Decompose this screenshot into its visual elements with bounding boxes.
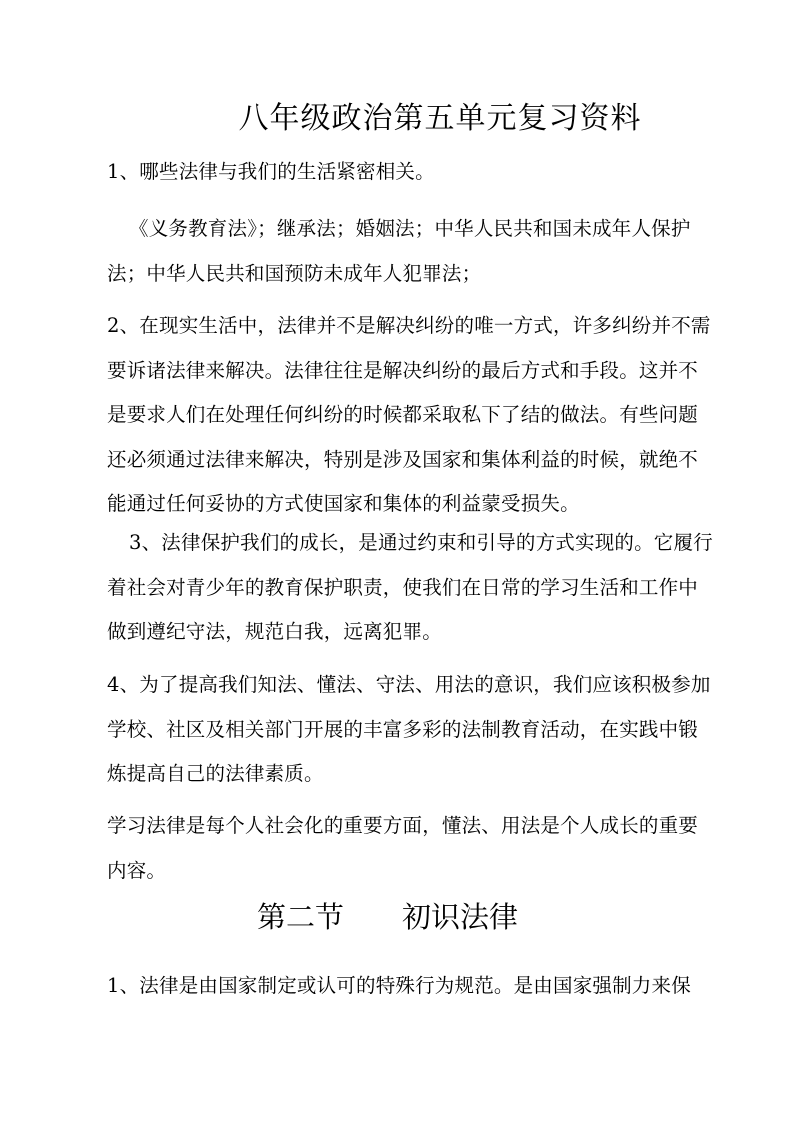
point-2-dispute-resolution: 2、在现实生活中，法律并不是解决纠纷的唯一方式，许多纠纷并不需要诉诸法律来解决。法律往往是解决纠纷的最后方式和手段。这并不是要求人们在处理任何纠纷的时候都采取私下了结的做法。有些问题还必须通过法律来解决，特别是涉及国家和集体利益的时候，就绝不能通过任何妥协的方式使国家和集体的利益蒙受损失。 xyxy=(107,314,711,516)
point-3-law-protects-growth: 3、法律保护我们的成长，是通过约束和引导的方式实现的。它履行着社会对青少年的教育保护职责，使我们在日常的学习生活和工作中做到遵纪守法，规范白我，远离犯罪。 xyxy=(107,531,713,644)
section-point-1: 1、法律是由国家制定或认可的特殊行为规范。是由国家强制力来保 xyxy=(107,974,691,997)
point-4-legal-awareness: 4、为了提高我们知法、懂法、守法、用法的意识，我们应该积极参加学校、社区及相关部门开展的丰富多彩的法制教育活动，在实践中锻炼提高自己的法律素质。 xyxy=(107,673,711,786)
answer-1-law-list: 《义务教育法》；继承法；婚姻法；中华人民共和国未成年人保护法；中华人民共和国预防未成年人犯罪法； xyxy=(107,217,691,285)
summary-paragraph: 学习法律是每个人社会化的重要方面，懂法、用法是个人成长的重要内容。 xyxy=(107,814,699,882)
question-1: 1、哪些法律与我们的生活紧密相关。 xyxy=(107,160,435,183)
section-title: 第二节 初识法律 xyxy=(257,900,519,934)
document-title: 八年级政治第五单元复习资料 xyxy=(238,101,642,136)
